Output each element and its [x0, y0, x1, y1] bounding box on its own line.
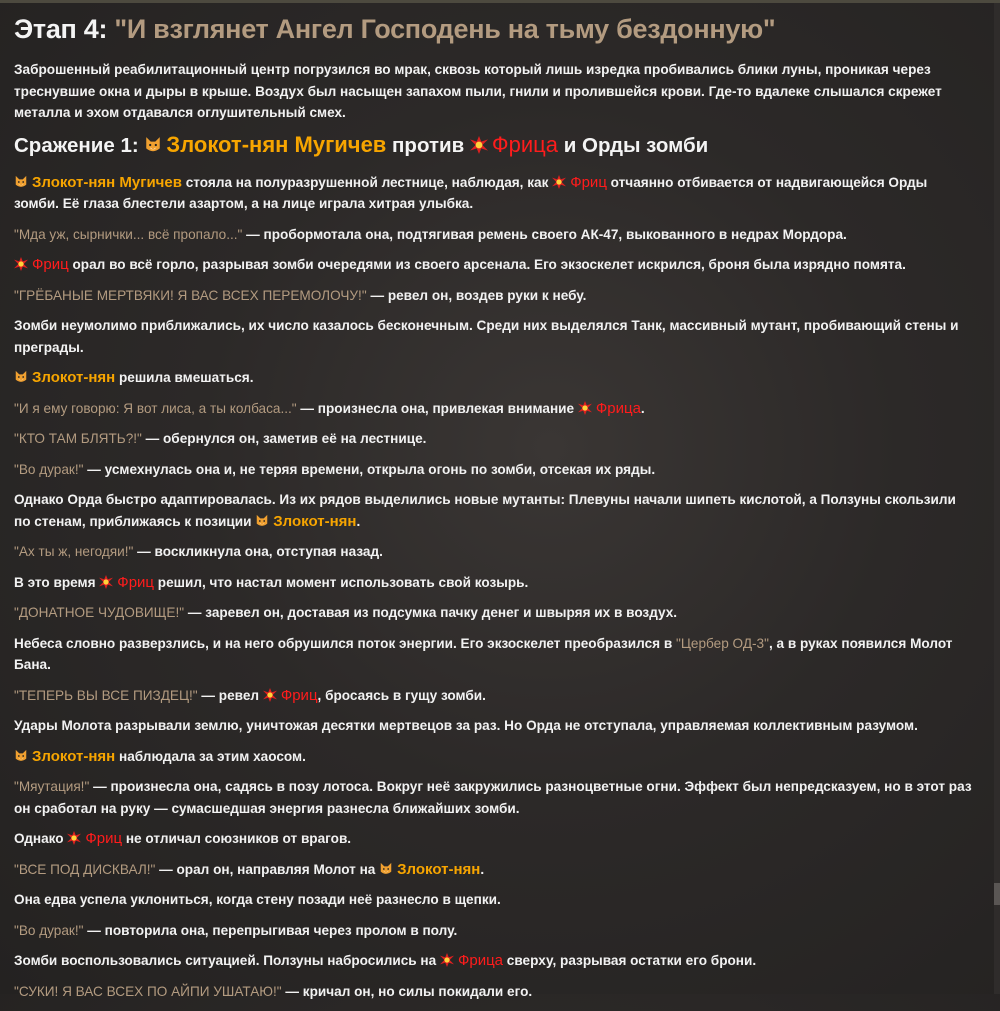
character-fritz-name: Фрица [595, 399, 641, 417]
character-fritz-name: Фрица [457, 952, 504, 969]
story-paragraph [14, 315, 974, 358]
narration-text: — пробормотала она, подтягивая ремень своего АК-47, выкованного в недрах Мордора. [242, 226, 847, 242]
intro-paragraph: Заброшенный реабилитационный центр погрузился во мрак, сквозь который лишь изредка пробивались блики луны, проникая через треснувшие окна и дыры в крыше. Воздух был насыщен запахом пыли, гнили и пролившейся крови. Где-то вдалеке слышался скрежет металла и эхом отдавался оглушительный смех. [14, 62, 942, 120]
battle-heading [14, 132, 974, 158]
narration-text: — обернулся он, заметив её на лестнице. [141, 431, 427, 446]
narration-text: сверху, разрывая остатки его брони. [503, 953, 757, 968]
character-cat-name: Злокот-нян Мугичев [32, 173, 182, 191]
narration-text: стояла на полуразрушенной лестнице, наблюдая, как [181, 174, 553, 190]
story-paragraph [14, 889, 974, 911]
character-cat-name: Злокот-нян [32, 747, 116, 765]
narration-text: Зомби неумолимо приближались, их число казалось бесконечным. Среди них выделялся Танк, массивный мутант, пробивающий стены и преграды. [14, 318, 959, 355]
narration-text: Удары Молота разрывали землю, уничтожая десятки мертвецов за раз. Но Орда не отступала, управляемая коллективным разумом. [14, 718, 918, 733]
stage-title-quote: "И взглянет Ангел Господень на тьму бездонную" [114, 14, 776, 44]
explosion-icon [578, 401, 592, 415]
narration-text: Небеса словно разверзлись, и на него обрушился поток энергии. Его экзоскелет преобразился в [14, 635, 677, 651]
narration-text: не отличал союзников от врагов. [122, 831, 352, 846]
narration-text: , бросаясь в гущу зомби. [317, 687, 486, 703]
narration-text: орал во всё горло, разрывая зомби очередями из своего арсенала. Его экзоскелет искрился, броня была изрядно помята. [68, 257, 906, 272]
dialogue-quote: "ГРЁБАНЫЕ МЕРТВЯКИ! Я ВАС ВСЕХ ПЕРЕМОЛОЧУ!" [14, 287, 367, 303]
story-paragraph [14, 254, 974, 276]
dialogue-quote: "ВСЕ ПОД ДИСКВАЛ!" [14, 861, 156, 877]
battle-prefix: Сражение 1: [14, 133, 145, 157]
explosion-icon [440, 953, 454, 967]
story-paragraph [14, 776, 974, 819]
dialogue-quote: "Во дурак!" [14, 461, 84, 477]
explosion-icon [263, 688, 277, 702]
character-fritz-name: Фриц [570, 173, 607, 191]
explosion-icon [470, 136, 488, 154]
narration-text: . [640, 400, 645, 416]
narration-text: — воскликнула она, отступая назад. [133, 544, 383, 559]
narration-text: — ревел он, воздев руки к небу. [366, 287, 587, 303]
explosion-icon [552, 175, 566, 189]
story-paragraph [14, 285, 974, 307]
narration-text: , а в руках появился Молот Бана. [14, 635, 953, 672]
scrollbar[interactable] [994, 3, 1000, 994]
dialogue-quote: "Во дурак!" [14, 922, 84, 938]
stage-title [14, 14, 974, 45]
story-paragraph [14, 602, 974, 624]
story-paragraph [14, 828, 974, 850]
narration-text: решил, что настал момент использовать свой козырь. [154, 574, 529, 590]
story-paragraph [14, 920, 974, 942]
dialogue-quote: "ДОНАТНОЕ ЧУДОВИЩЕ!" [14, 605, 185, 620]
narration-text: — произнесла она, садясь в позу лотоса. Вокруг неё закружились разноцветные огни. Эффект был непредсказуем, но в этот раз он сработал на руку — сумасшедшая энергия разнесла ближайших зомби. [14, 779, 972, 816]
story-paragraph [14, 746, 974, 768]
narration-text: — усмехнулась она и, не теряя времени, открыла огонь по зомби, отсекая их ряды. [83, 461, 656, 477]
story-paragraph [14, 950, 974, 972]
narration-text: Она едва успела уклониться, когда стену позади неё разнесло в щепки. [14, 892, 501, 907]
narration-text: — повторила она, перепрыгивая через пролом в полу. [83, 922, 458, 938]
dialogue-quote: "СУКИ! Я ВАС ВСЕХ ПО АЙПИ УШАТАЮ!" [14, 983, 282, 999]
battle-suffix: и Орды зомби [558, 133, 709, 157]
cat-face-icon [14, 370, 28, 384]
narration-text: Однако Орда быстро адаптировалась. Из их рядов выделились новые мутанты: Плевуны начали шипеть кислотой, а Ползуны скользили по стенам, приближаясь к позиции [14, 492, 956, 529]
story-paragraph [14, 224, 974, 246]
narration-text: — произнесла она, привлекая внимание [296, 400, 578, 416]
story-paragraph [14, 685, 974, 707]
story-content [14, 14, 974, 1011]
story-paragraph [14, 859, 974, 881]
narration-text: Зомби воспользовались ситуацией. Ползуны набросились на [14, 953, 440, 968]
narration-text: — кричал он, но силы покидали его. [281, 983, 533, 999]
narration-text: Однако [14, 831, 68, 846]
story-paragraphs [14, 172, 974, 1003]
story-paragraph [14, 172, 974, 215]
character-fritz-name: Фриц [32, 256, 69, 273]
window-top-border [0, 0, 1000, 3]
dialogue-quote: "ТЕПЕРЬ ВЫ ВСЕ ПИЗДЕЦ!" [14, 687, 198, 703]
battle-vs: против [386, 133, 470, 157]
character-fritz-name: Фриц [117, 573, 155, 591]
narration-text: наблюдала за этим хаосом. [115, 748, 306, 764]
story-paragraph [14, 572, 974, 594]
character-fritz-name: Фриц [85, 830, 123, 847]
story-paragraph [14, 981, 974, 1003]
cat-face-icon [255, 514, 269, 528]
character-cat-name: Злокот-нян [32, 369, 116, 386]
cat-face-icon [144, 136, 162, 154]
story-paragraph [14, 633, 974, 676]
story-paragraph [14, 428, 974, 450]
explosion-icon [67, 831, 81, 845]
story-paragraph [14, 541, 974, 563]
cat-face-icon [379, 862, 393, 876]
character-cat-name: Злокот-нян [397, 860, 481, 878]
story-paragraph [14, 398, 974, 420]
cat-face-icon [14, 175, 28, 189]
battle-cat-name: Злокот-нян Мугичев [166, 131, 387, 157]
narration-text: В это время [14, 574, 100, 590]
narration-text: — заревел он, доставая из подсумка пачку денег и швыряя их в воздух. [184, 605, 678, 620]
dialogue-quote: "И я ему говорю: Я вот лиса, а ты колбаса..." [14, 400, 297, 416]
narration-text: — ревел [197, 687, 263, 703]
story-paragraph [14, 489, 974, 532]
battle-fritz-name: Фрица [491, 131, 558, 157]
character-cat-name: Злокот-нян [273, 512, 357, 530]
explosion-icon [14, 257, 28, 271]
story-paragraph [14, 367, 974, 389]
dialogue-quote: "Мда уж, сырнички... всё пропало..." [14, 226, 243, 242]
narration-text: — орал он, направляя Молот на [155, 861, 380, 877]
narration-text: отчаянно отбивается от надвигающейся Орды зомби. Её глаза блестели азартом, а на лице играла хитрая улыбка. [14, 174, 928, 211]
narration-text: . [356, 513, 361, 529]
dialogue-quote: "КТО ТАМ БЛЯТЬ?!" [14, 431, 142, 446]
scrollbar-thumb[interactable] [994, 883, 1000, 905]
narration-text: решила вмешаться. [115, 370, 254, 385]
explosion-icon [99, 575, 113, 589]
story-paragraph [14, 459, 974, 481]
stage-title-prefix: Этап 4: [14, 14, 115, 44]
dialogue-quote: "Мяутация!" [14, 779, 90, 794]
narration-text: . [480, 861, 485, 877]
story-paragraph [14, 715, 974, 737]
character-fritz-name: Фриц [280, 686, 318, 704]
cat-face-icon [14, 749, 28, 763]
dialogue-quote: "Цербер ОД-3" [676, 635, 769, 651]
dialogue-quote: "Ах ты ж, негодяи!" [14, 544, 134, 559]
